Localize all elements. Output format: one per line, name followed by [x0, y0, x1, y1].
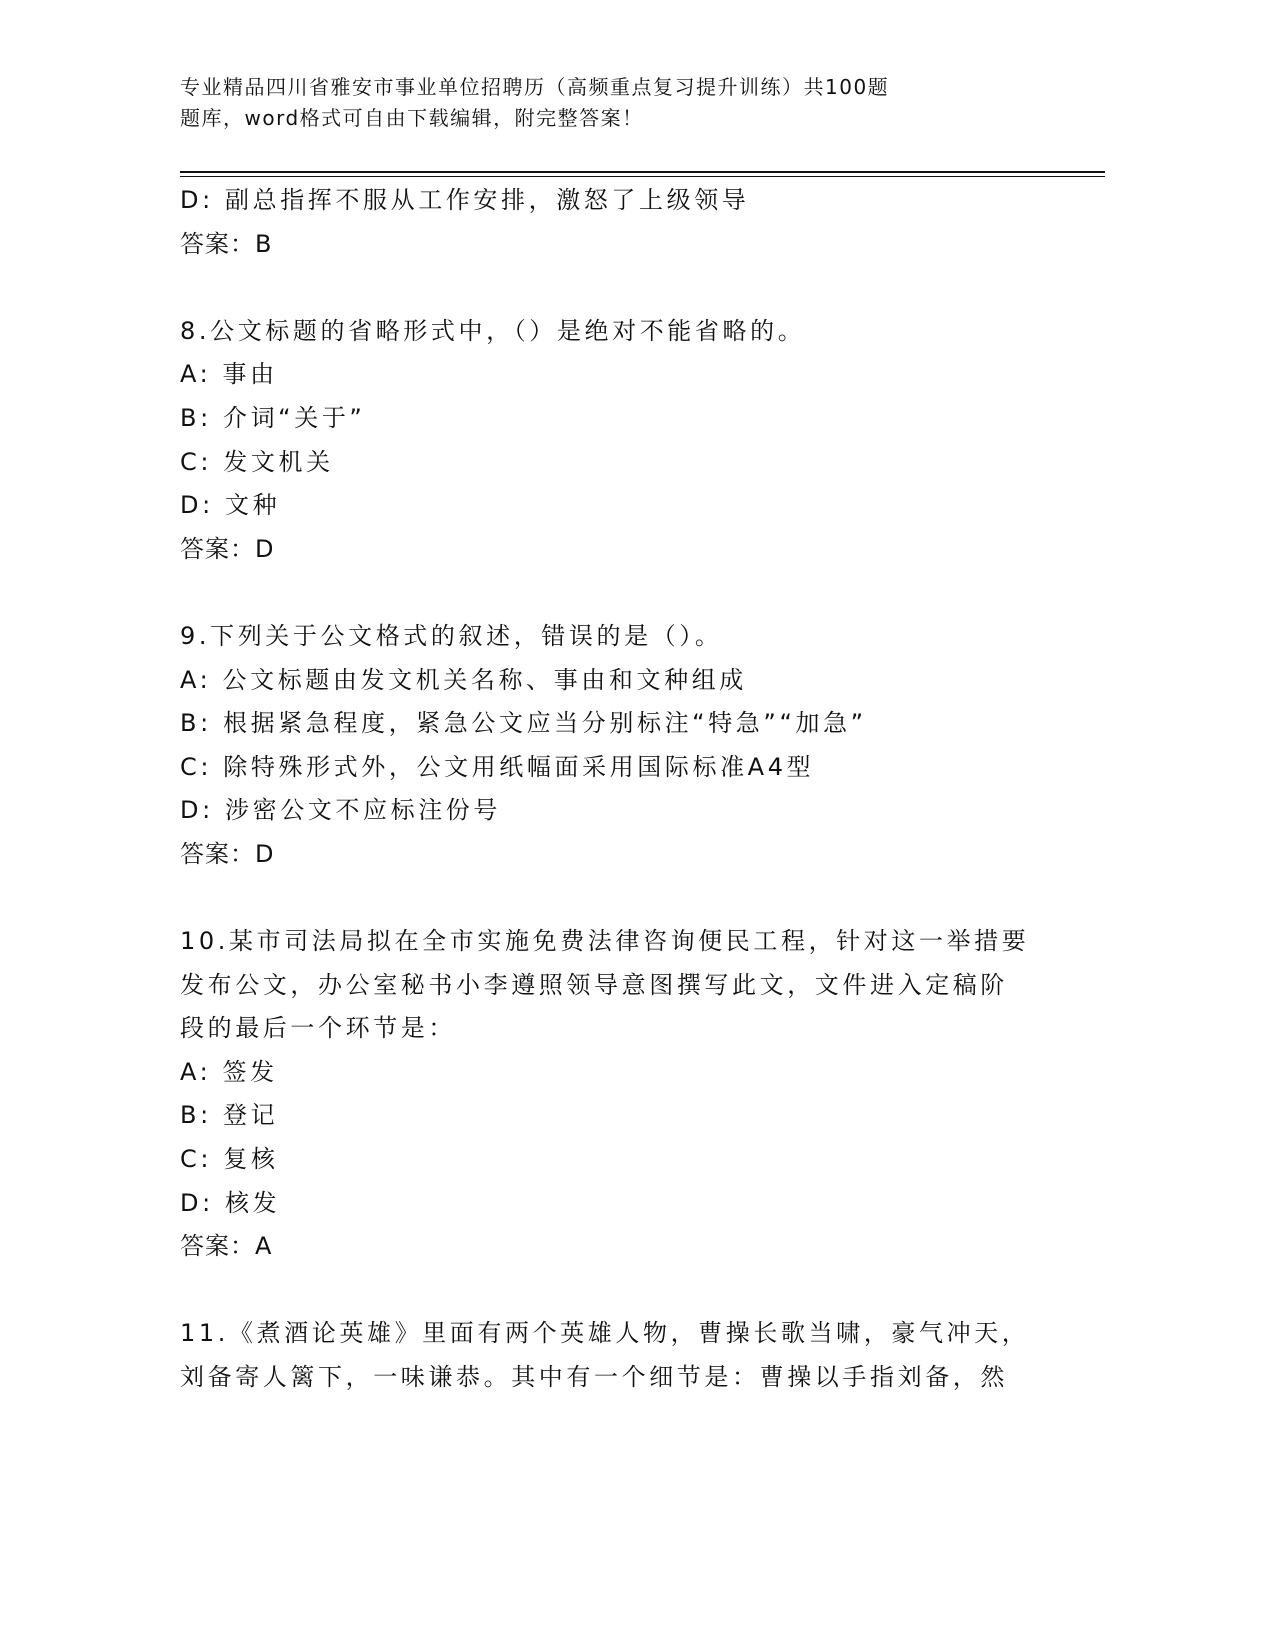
spacer	[180, 571, 1080, 615]
answer-line: 答案：B	[180, 229, 273, 258]
question-text-line: 11.《煮酒论英雄》里面有两个英雄人物，曹操长歌当啸，豪气冲天，	[180, 1319, 1030, 1348]
spacer	[180, 877, 1080, 921]
option-line: B: 介词“关于”	[180, 403, 366, 432]
document-header	[180, 72, 980, 134]
option-line: C: 复核	[180, 1145, 279, 1174]
question-text-line: 10.某市司法局拟在全市实施免费法律咨询便民工程，针对这一举措要	[180, 927, 1030, 956]
option-line: A: 公文标题由发文机关名称、事由和文种组成	[180, 665, 747, 694]
spacer	[180, 1269, 1080, 1313]
answer-line: 答案：D	[180, 534, 275, 563]
option-line: A: 签发	[180, 1057, 278, 1086]
option-line: D: 文种	[180, 491, 281, 520]
option-line: D: 副总指挥不服从工作安排，激怒了上级领导	[180, 186, 750, 214]
option-line: C: 除特殊形式外，公文用纸幅面采用国际标准A4型	[180, 752, 815, 781]
option-line: C: 发文机关	[180, 447, 334, 476]
question-block	[180, 1312, 1080, 1399]
spacer	[180, 266, 1080, 310]
header-divider-top	[180, 171, 1105, 173]
question-text-line: 9.下列关于公文格式的叙述，错误的是（）。	[180, 621, 723, 650]
answer-line: 答案：A	[180, 1232, 273, 1261]
header-line-2: 题库，word格式可自由下载编辑，附完整答案！	[180, 106, 644, 130]
question-text-line: 8.公文标题的省略形式中，（）是绝对不能省略的。	[180, 316, 806, 345]
question-list	[180, 179, 1080, 1400]
header-divider-bottom	[180, 176, 1105, 177]
question-block	[180, 920, 1080, 1269]
option-line: D: 核发	[180, 1188, 281, 1217]
option-line: A: 事由	[180, 360, 278, 389]
question-text-line: 段的最后一个环节是：	[180, 1014, 456, 1043]
header-line-1: 专业精品四川省雅安市事业单位招聘历（高频重点复习提升训练）共100题	[180, 75, 890, 99]
option-line: D: 涉密公文不应标注份号	[180, 796, 501, 825]
question-block	[180, 615, 1080, 877]
question-block	[180, 179, 1080, 266]
question-text-line: 发布公文，办公室秘书小李遵照领导意图撰写此文，文件进入定稿阶	[180, 970, 1008, 999]
option-line: B: 登记	[180, 1101, 279, 1130]
question-block	[180, 310, 1080, 572]
answer-line: 答案：D	[180, 839, 275, 868]
question-text-line: 刘备寄人篱下，一味谦恭。其中有一个细节是：曹操以手指刘备，然	[180, 1363, 1008, 1392]
option-line: B: 根据紧急程度，紧急公文应当分别标注“特急”“加急”	[180, 709, 867, 738]
